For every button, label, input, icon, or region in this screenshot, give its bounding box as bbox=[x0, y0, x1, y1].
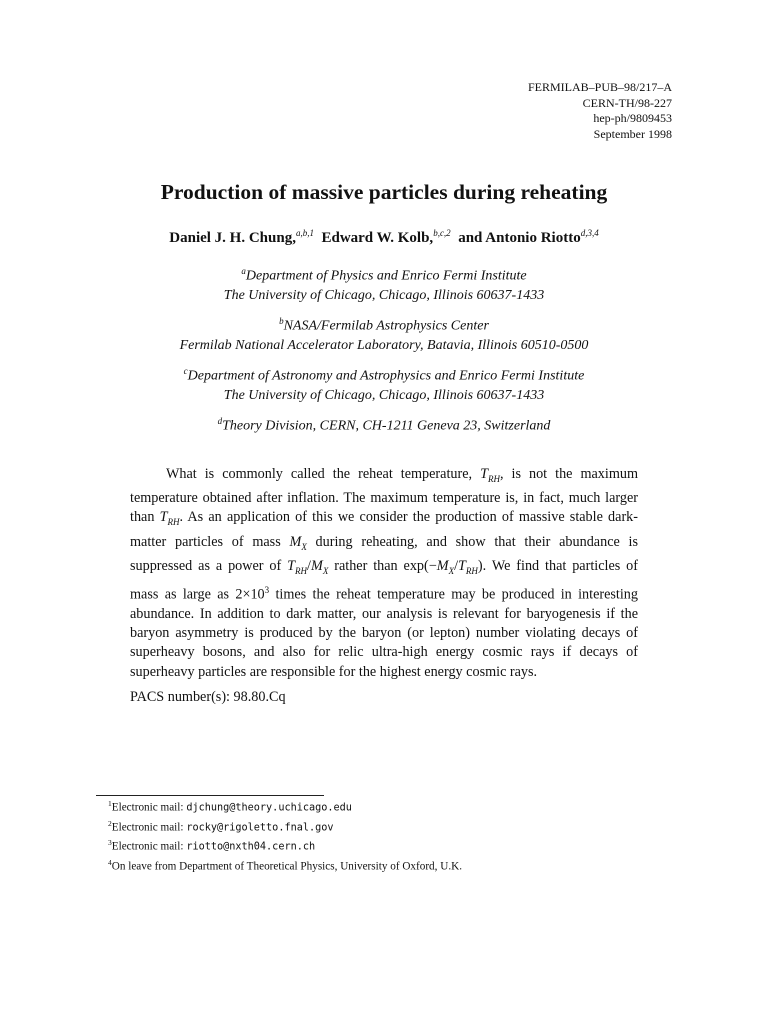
report-number-cern: CERN-TH/98-227 bbox=[582, 95, 672, 110]
affiliation-line: NASA/Fermilab Astrophysics Center bbox=[283, 318, 489, 334]
footnotes bbox=[108, 797, 462, 874]
affiliation-b bbox=[0, 312, 768, 355]
email-address: riotto@nxth04.cern.ch bbox=[186, 841, 316, 853]
paper-title: Production of massive particles during reheating bbox=[160, 180, 608, 204]
affiliation-mark: d bbox=[217, 416, 223, 426]
email-address: djchung@theory.uchicago.edu bbox=[186, 802, 352, 814]
affiliation-line: Theory Division, CERN, CH-1211 Geneva 23, Switzerland bbox=[222, 418, 551, 434]
author-affiliation-marks: d,3,4 bbox=[580, 228, 599, 238]
affiliation-line: Fermilab National Accelerator Laboratory, Batavia, Illinois 60510-0500 bbox=[179, 337, 589, 353]
preprint-date: September 1998 bbox=[593, 126, 672, 141]
footnote: $^1$Electronic mail: djchung@theory.uchicago.edu bbox=[108, 799, 352, 814]
author-name: Daniel J. H. Chung, bbox=[169, 230, 296, 246]
affiliation-d bbox=[0, 412, 768, 436]
report-number-fermilab: FERMILAB–PUB–98/217–A bbox=[527, 80, 672, 94]
author-name: Edward W. Kolb, bbox=[321, 230, 434, 246]
email-address: rocky@rigoletto.fnal.gov bbox=[186, 822, 334, 834]
affiliation-mark: b bbox=[279, 316, 284, 326]
footnote-divider bbox=[96, 795, 324, 796]
footnote: $^4$On leave from Department of Theoretical Physics, University of Oxford, U.K. bbox=[108, 857, 462, 873]
abstract-paragraph: What is commonly called the reheat temperature, $T_{RH}$, is not the maximum temperature obtained after inflation. The maximum temperature is, in fact, much larger than $T_{RH}$. As an application of this we consider the production of massive stable dark-matter particles of mass $M_X$ during reheating, and show that their abundance is suppressed as a power of $T_{RH}/M_X$ rather than $\exp(-M_X/T_{RH})$. We find that particles of mass as large as $2\times 10^3$ times the reheat temperature may be produced in interesting abundance. In addition to dark matter, our analysis is relevant for baryogenesis if the baryon asymmetry is produced by the baryon (or lepton) number violating decays of superheavy bosons, and also for relic ultra-high energy cosmic rays if decays of superheavy particles are responsible for the highest energy cosmic rays. bbox=[130, 466, 639, 680]
footnote: $^3$Electronic mail: riotto@nxth04.cern.ch bbox=[108, 838, 316, 853]
affiliation-mark: c bbox=[183, 366, 188, 376]
author-affiliation-marks: a,b,1 bbox=[295, 228, 314, 238]
affiliation-mark: a bbox=[241, 266, 246, 276]
affiliation-c bbox=[0, 362, 768, 405]
affiliation-line: The University of Chicago, Chicago, Illinois 60637-1433 bbox=[223, 287, 545, 303]
affiliation-line: Department of Astronomy and Astrophysics and Enrico Fermi Institute bbox=[187, 368, 585, 384]
author-affiliation-marks: b,c,2 bbox=[433, 228, 451, 238]
footnote: $^2$Electronic mail: rocky@rigoletto.fnal.gov bbox=[108, 818, 334, 834]
author-list bbox=[0, 228, 768, 247]
pacs-numbers: PACS number(s): 98.80.Cq bbox=[130, 689, 286, 705]
abstract bbox=[130, 465, 638, 682]
affiliation-line: The University of Chicago, Chicago, Illinois 60637-1433 bbox=[223, 387, 545, 403]
affiliation-line: Department of Physics and Enrico Fermi Institute bbox=[245, 268, 527, 284]
affiliation-a bbox=[0, 262, 768, 305]
preprint-info bbox=[528, 80, 672, 142]
author-name: and Antonio Riotto bbox=[458, 230, 581, 246]
arxiv-id: hep-ph/9809453 bbox=[593, 111, 672, 125]
